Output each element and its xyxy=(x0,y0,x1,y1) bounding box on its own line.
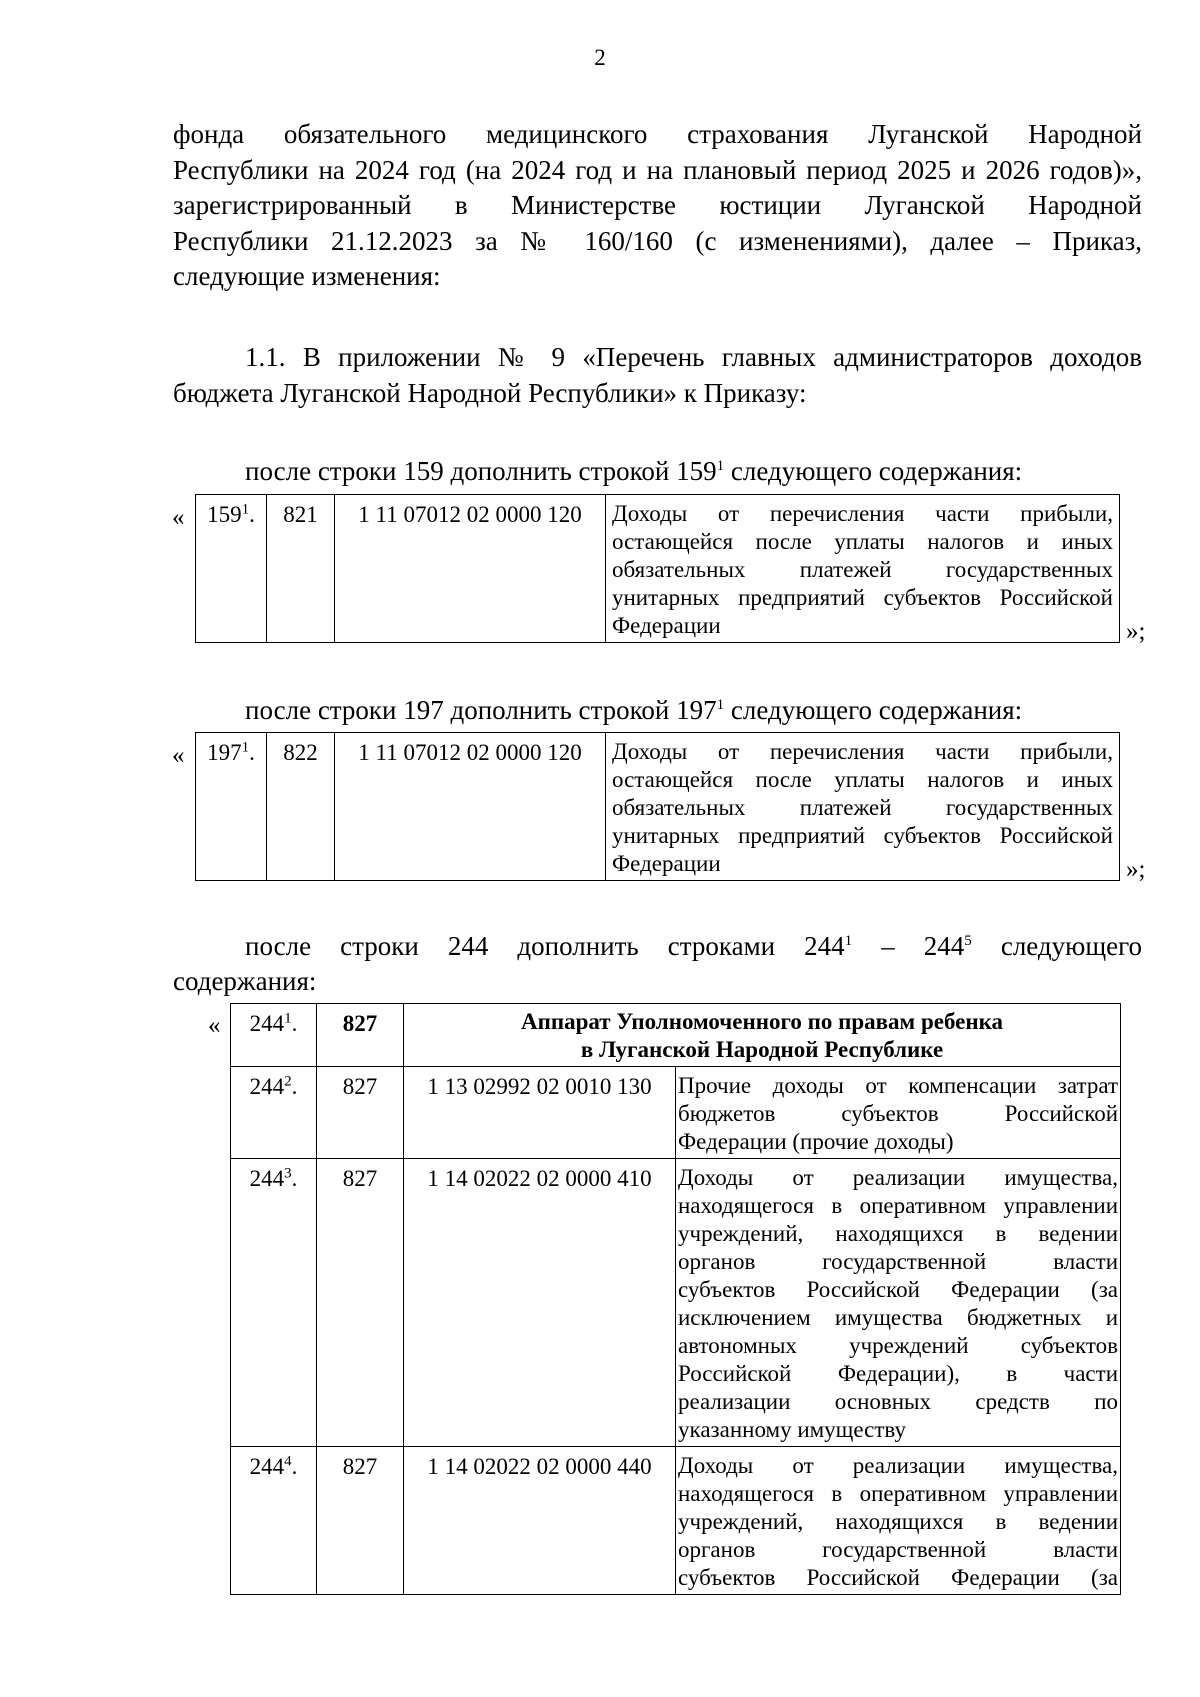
intro-line: фонда обязательного медицинского страхования Луганской Народной xyxy=(173,119,1142,149)
intro-line: зарегистрированный в Министерстве юстиции Луганской Народной xyxy=(173,190,1142,220)
admin-code: 827 xyxy=(317,1159,404,1447)
block3-open-quote: « xyxy=(208,1012,221,1039)
row-number: $159^1$. xyxy=(196,495,267,643)
table-row xyxy=(196,495,1120,643)
block2-close-quote: »; xyxy=(1126,856,1146,883)
income-code: 1 14 02022 02 0000 440 xyxy=(404,1447,676,1595)
caption-line: содержания: xyxy=(173,966,317,996)
block2-caption: после строки 197 дополнить строкой $197^1$ следующего содержания: xyxy=(245,695,1023,725)
caption-line: после строки 244 дополнить строками $244^1 - 244^5$ следующего xyxy=(245,931,1143,961)
income-code: 1 11 07012 02 0000 120 xyxy=(335,733,606,881)
row-number: $244^1$. xyxy=(231,1004,317,1067)
admin-code: 827 xyxy=(317,1004,404,1067)
income-description: Доходы от перечисления части прибыли, остающейся после уплаты налогов и иных обязательных платежей государственных унитарных предприятий субъектов Российской Федерации xyxy=(606,733,1120,881)
admin-code: 827 xyxy=(317,1447,404,1595)
income-description: Доходы от реализации имущества, находящегося в оперативном управлении учреждений, находящихся в ведении органов государственной власти субъектов Российской Федерации (за исключением имущества бюджетных и автономных учреждений субъектов Российской Федерации), в части реализации основных средств по указанному имуществу xyxy=(676,1159,1121,1447)
table-row xyxy=(196,733,1120,881)
admin-code: 822 xyxy=(267,733,335,881)
income-code: 1 11 07012 02 0000 120 xyxy=(335,495,606,643)
income-description: Доходы от реализации имущества, находящегося в оперативном управлении учреждений, находящихся в ведении органов государственной власти субъектов Российской Федерации (за xyxy=(676,1447,1121,1595)
block1-caption: после строки 159 дополнить строкой $159^1$ следующего содержания: xyxy=(245,456,1023,486)
row-number: $244^2$. xyxy=(231,1067,317,1159)
item-line: 1.1. В приложении № 9 «Перечень главных администраторов доходов xyxy=(245,342,1142,372)
admin-code: 821 xyxy=(267,495,335,643)
block2-open-quote: « xyxy=(172,742,185,769)
block2-table xyxy=(195,732,1120,881)
table-row xyxy=(231,1159,1121,1447)
table-row xyxy=(231,1067,1121,1159)
block3-table xyxy=(230,1003,1121,1595)
block1-table xyxy=(195,494,1120,643)
page-number: 2 xyxy=(594,45,606,70)
block3-caption xyxy=(173,929,1142,999)
row-number: $244^3$. xyxy=(231,1159,317,1447)
admin-code: 827 xyxy=(317,1067,404,1159)
item-1-1-paragraph xyxy=(173,340,1142,411)
block1-close-quote: »; xyxy=(1126,618,1146,645)
item-line: бюджета Луганской Народной Республики» к Приказу: xyxy=(173,377,807,408)
table-row xyxy=(231,1447,1121,1595)
income-code: 1 14 02022 02 0000 410 xyxy=(404,1159,676,1447)
intro-line: следующие изменения: xyxy=(173,261,441,291)
intro-line: Республики 21.12.2023 за № 160/160 (с изменениями), далее – Приказ, xyxy=(173,225,1142,256)
row-number: $197^1$. xyxy=(196,733,267,881)
row-number: $244^4$. xyxy=(231,1447,317,1595)
block1-open-quote: « xyxy=(172,504,185,531)
income-description: Прочие доходы от компенсации затрат бюджетов субъектов Российской Федерации (прочие доходы) xyxy=(676,1067,1121,1159)
income-description: Доходы от перечисления части прибыли, остающейся после уплаты налогов и иных обязательных платежей государственных унитарных предприятий субъектов Российской Федерации xyxy=(606,495,1120,643)
intro-paragraph xyxy=(173,117,1142,295)
income-code: 1 13 02992 02 0010 130 xyxy=(404,1067,676,1159)
table-header-row xyxy=(231,1004,1121,1067)
administrator-title: Аппарат Уполномоченного по правам ребенка в Луганской Народной Республике xyxy=(404,1004,1121,1067)
intro-line: Республики на 2024 год (на 2024 год и на плановый период 2025 и 2026 годов)», xyxy=(173,154,1142,185)
